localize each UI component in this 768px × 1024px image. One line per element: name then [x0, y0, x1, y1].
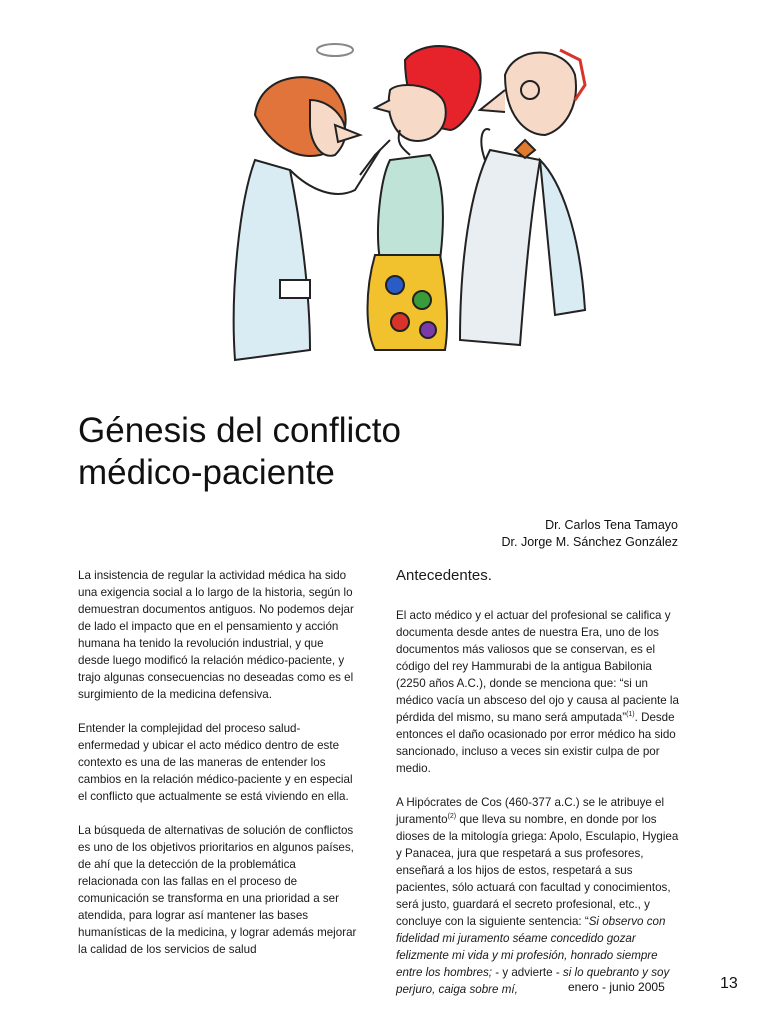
body-paragraph: [396, 607, 681, 777]
body-paragraph: La insistencia de regular la actividad médica ha sido una exigencia social a lo largo de la historia, según lo demuestran documentos antiguos. No podemos dejar de lado el impacto que en el pensamiento y acción humana ha tenido la revolución industrial, y que desde luego modificó la relación médico-paciente, y trajo algunas consecuencias no deseadas como es el surgimiento de la medicina defensiva.: [78, 569, 354, 701]
article-authors: [502, 517, 678, 551]
section-heading: Antecedentes.: [396, 567, 492, 584]
author-name: Dr. Jorge M. Sánchez González: [501, 535, 678, 549]
footnote-ref: (1): [626, 711, 635, 719]
paragraph-text: A Hipócrates de Cos (460-377 a.C.) se le atribuye el juramento: [396, 796, 665, 826]
doctors-and-patient-cartoon-icon: [160, 30, 600, 390]
paragraph-text: - y advierte -: [492, 966, 563, 979]
body-paragraph: La búsqueda de alternativas de solución de conflictos es uno de los objetivos prioritarios en algunos países, de ahí que la detección de la problemática relacionada con las fallas en el proceso de comunicación se transforma en una prioridad a ser atendida, para lograr así mantener las bases humanísticas de la medicina, y lograr además mejorar la calidad de los servicios de salud: [78, 824, 357, 956]
right-column: [396, 567, 681, 1015]
footer-date: enero - junio 2005: [568, 980, 665, 994]
author-name: Dr. Carlos Tena Tamayo: [545, 518, 678, 532]
left-column: [78, 567, 358, 975]
paragraph-text: . Desde entonces el daño ocasionado por error médico ha sido sancionado, incluso a veces sin existir culpa de por medio.: [396, 711, 676, 775]
body-paragraph: [396, 794, 681, 998]
paragraph-text: que lleva su nombre, en donde por los dioses de la mitología griega: Apolo, Esculapio, Hygiea y Panacea, jura que respetará a sus profesores, enseñará a los hijos de estos, respetará a sus pacientes, sólo actuará con facultad y conocimientos, será justo, guardará el secreto profesional, etc., y concluye con la siguiente sentencia: “: [396, 813, 679, 928]
quote-text: si lo quebranto y soy perjuro, caiga sobre mí,: [396, 966, 670, 996]
paragraph-text: El acto médico y el actuar del profesional se califica y documenta desde antes de nuestra Era, uno de los documentos más valiosos que se conservan, es el código del rey Hammurabi de la antigua Babilonia (2250 años A.C.), donde se menciona que: “si un médico vacía un absceso del ojo y causa al paciente la pérdida del mismo, su mano será amputada”: [396, 609, 679, 724]
article-title: [78, 410, 678, 494]
body-paragraph: Entender la complejidad del proceso salud-enfermedad y ubicar el acto médico dentro de este contexto es una de las maneras de entender los cambios en la relación médico-paciente y en especial el conflicto que actualmente se está viviendo en ella.: [78, 722, 353, 803]
article-title-line2: médico-paciente: [78, 453, 335, 492]
article-title-line1: Génesis del conflicto: [78, 411, 401, 450]
quote-text: Si observo con fidelidad mi juramento séame concedido gozar felizmente mi vida y mi profesión, honrado siempre entre los hombres;: [396, 915, 666, 979]
page-number: 13: [720, 975, 738, 992]
footnote-ref: (2): [447, 813, 457, 821]
